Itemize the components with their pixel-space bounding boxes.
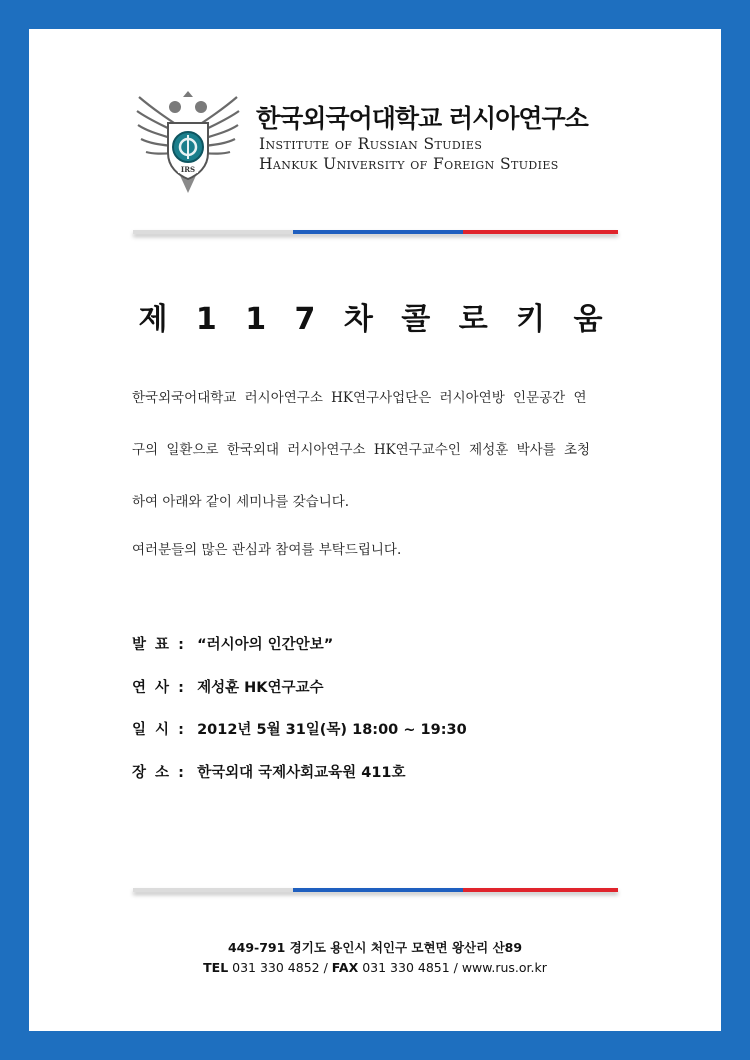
tricolor-divider-top — [133, 230, 618, 234]
speaker-value: 제성훈 HK연구교수 — [197, 680, 324, 696]
fax-label: FAX — [331, 960, 359, 975]
date-label: 일 시 : — [132, 722, 186, 738]
institute-name-english: Institute of Russian Studies — [259, 135, 483, 153]
intro-line-1: 한국외국어대학교 러시아연구소 HK연구사업단은 러시아연방 인문공간 연 — [132, 390, 587, 406]
intro-line-2: 구의 일환으로 한국외대 러시아연구소 HK연구교수인 제성훈 박사를 초청 — [132, 442, 591, 458]
fax-value: 031 330 4851 / www.rus.or.kr — [362, 960, 547, 975]
tricolor-divider-bottom — [133, 888, 618, 892]
institute-header — [133, 89, 633, 219]
place-value: 한국외대 국제사회교육원 411호 — [197, 765, 406, 781]
intro-line-3: 하여 아래와 같이 세미나를 갖습니다. — [132, 494, 350, 510]
topic-label: 발 표 : — [132, 637, 186, 653]
footer-contact — [29, 960, 721, 975]
university-name-english: Hankuk University of Foreign Studies — [259, 155, 559, 173]
poster-sheet — [29, 29, 721, 1031]
tel-label: TEL — [203, 960, 229, 975]
detail-date — [132, 718, 467, 739]
topic-value: “러시아의 인간안보” — [197, 637, 334, 653]
detail-speaker — [132, 676, 324, 697]
footer-address: 449-791 경기도 용인시 처인구 모현면 왕산리 산89 — [227, 940, 523, 955]
svg-text:IRS: IRS — [180, 165, 196, 174]
place-label: 장 소 : — [132, 765, 186, 781]
colloquium-title: 제 1 1 7 차 콜 로 키 움 — [138, 302, 612, 337]
date-value: 2012년 5월 31일(목) 18:00 ~ 19:30 — [197, 722, 467, 738]
institute-name-korean: 한국외국어대학교 러시아연구소 — [256, 104, 588, 133]
tel-value: 031 330 4852 / — [232, 960, 328, 975]
detail-topic — [132, 633, 333, 654]
speaker-label: 연 사 : — [132, 680, 186, 696]
detail-place — [132, 761, 406, 782]
double-headed-eagle-emblem-icon — [133, 89, 243, 199]
intro-line-4: 여러분들의 많은 관심과 참여를 부탁드립니다. — [132, 542, 402, 558]
